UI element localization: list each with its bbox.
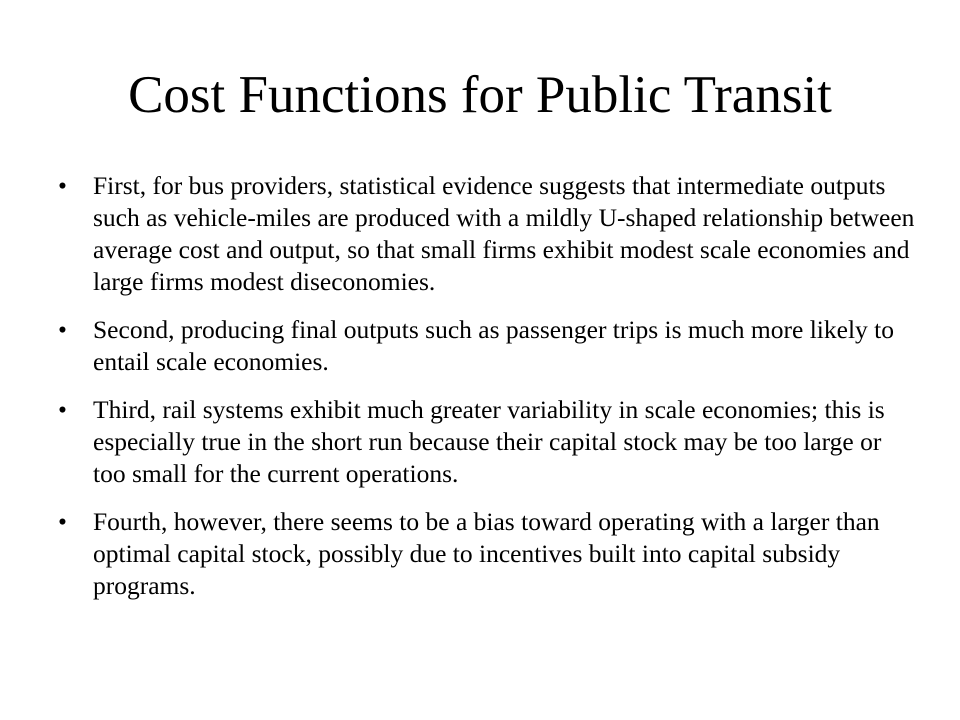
bullet-text: Third, rail systems exhibit much greater variability in scale economies; this is especially true in the short run because their capital stock may be too large or too small for the current operations.	[93, 395, 885, 488]
bullet-text: Fourth, however, there seems to be a bias toward operating with a larger than optimal capital stock, possibly due to incentives built into capital subsidy programs.	[93, 507, 880, 600]
bullet-marker: •	[58, 507, 67, 536]
bullet-marker: •	[58, 395, 67, 424]
slide-title: Cost Functions for Public Transit	[128, 66, 832, 124]
bullet-item	[56, 314, 916, 378]
bullet-text: Second, producing final outputs such as passenger trips is much more likely to entail scale economies.	[93, 315, 894, 376]
bullet-item	[56, 394, 916, 490]
bullet-text: First, for bus providers, statistical evidence suggests that intermediate outputs such as vehicle-miles are produced with a mildly U-shaped relationship between average cost and output, so that small firms exhibit modest scale economies and large firms modest diseconomies.	[93, 171, 915, 296]
bullet-item	[56, 506, 916, 602]
bullet-item	[56, 170, 916, 298]
bullet-marker: •	[58, 315, 67, 344]
bullet-marker: •	[58, 171, 67, 200]
bullet-list	[56, 170, 916, 618]
